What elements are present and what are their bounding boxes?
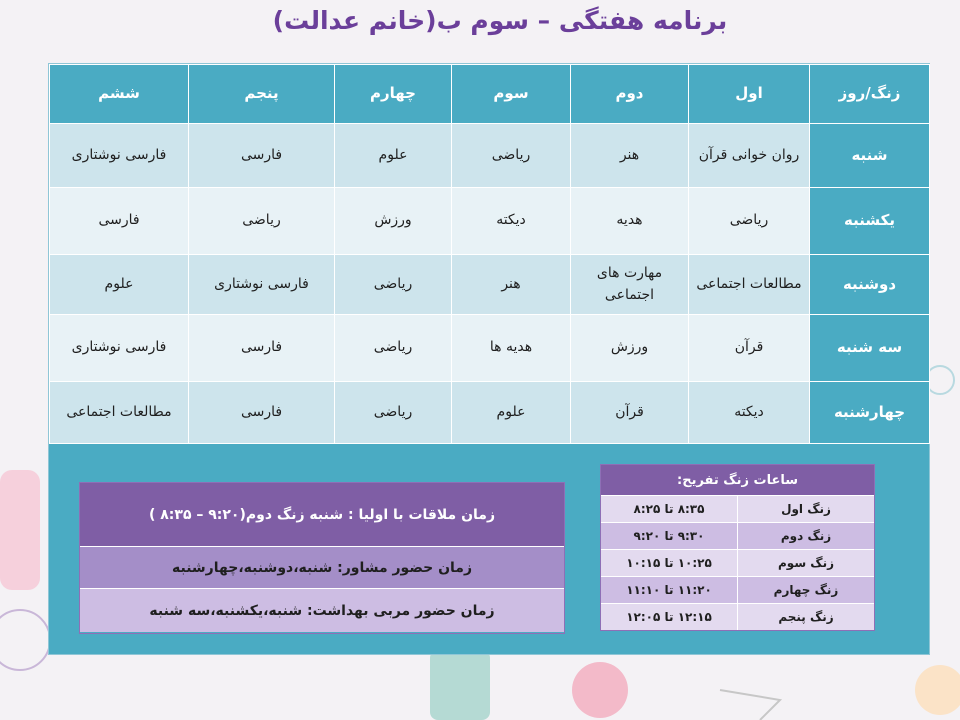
table-cell: مهارت های اجتماعی <box>571 255 689 315</box>
bell-time: ۱۰:۲۵ تا ۱۰:۱۵ <box>626 556 712 570</box>
period-header: چهارم <box>335 65 452 124</box>
table-cell: هدیه ها <box>452 315 571 382</box>
table-cell: فارسی <box>189 315 335 382</box>
table-cell: روان خوانی قرآن <box>689 124 810 188</box>
table-cell: فارسی نوشتاری <box>189 255 335 315</box>
table-cell: هدیه <box>571 188 689 255</box>
list-item <box>601 523 874 550</box>
day-label: دوشنبه <box>810 255 930 315</box>
table-cell: ریاضی <box>452 124 571 188</box>
info-box <box>79 482 565 634</box>
list-item <box>601 577 874 604</box>
table-row <box>50 124 930 188</box>
bell-name: زنگ اول <box>737 496 874 522</box>
bell-name: زنگ دوم <box>737 523 874 549</box>
page-title: برنامه هفتگی – سوم ب(خانم عدالت) <box>272 6 728 35</box>
day-label: شنبه <box>810 124 930 188</box>
table-cell: فارسی نوشتاری <box>50 124 189 188</box>
table-row <box>50 382 930 444</box>
bell-name: زنگ چهارم <box>737 577 874 603</box>
day-label: سه شنبه <box>810 315 930 382</box>
bell-time: ۱۲:۱۵ تا ۱۲:۰۵ <box>626 610 712 624</box>
table-cell: ورزش <box>335 188 452 255</box>
table-cell: فارسی نوشتاری <box>50 315 189 382</box>
table-cell: علوم <box>335 124 452 188</box>
table-cell: هنر <box>452 255 571 315</box>
list-item <box>601 604 874 630</box>
period-header: دوم <box>571 65 689 124</box>
table-cell: دیکته <box>452 188 571 255</box>
period-header: پنجم <box>189 65 335 124</box>
table-cell: فارسی <box>189 124 335 188</box>
table-cell: قرآن <box>689 315 810 382</box>
bell-time: ۹:۳۰ تا ۹:۲۰ <box>633 529 705 543</box>
table-cell: علوم <box>50 255 189 315</box>
period-header: اول <box>689 65 810 124</box>
table-cell: دیکته <box>689 382 810 444</box>
break-times-box <box>600 464 875 631</box>
table-cell: علوم <box>452 382 571 444</box>
list-item <box>601 496 874 523</box>
bell-name: زنگ پنجم <box>737 604 874 630</box>
break-times-title: ساعات زنگ تفریح: <box>601 465 874 496</box>
bell-time: ۸:۳۵ تا ۸:۲۵ <box>633 502 705 516</box>
table-cell: ریاضی <box>689 188 810 255</box>
period-header: سوم <box>452 65 571 124</box>
bell-time: ۱۱:۲۰ تا ۱۱:۱۰ <box>626 583 712 597</box>
counselor-text: زمان حضور مشاور: شنبه،دوشنبه،چهارشنبه <box>80 547 564 589</box>
schedule-frame <box>48 63 930 655</box>
parents-meeting-text: زمان ملاقات با اولیا : شنبه زنگ دوم(۹:۲۰ – ۸:۳۵ ) <box>80 483 564 547</box>
day-label: چهارشنبه <box>810 382 930 444</box>
corner-header: زنگ/روز <box>810 65 930 124</box>
table-row <box>50 255 930 315</box>
table-cell: مطالعات اجتماعی <box>689 255 810 315</box>
table-header-row <box>50 65 930 124</box>
table-row <box>50 315 930 382</box>
period-header: ششم <box>50 65 189 124</box>
weekly-schedule-table <box>49 64 930 444</box>
table-cell: ریاضی <box>189 188 335 255</box>
table-cell: فارسی <box>189 382 335 444</box>
table-cell: ریاضی <box>335 255 452 315</box>
bell-name: زنگ سوم <box>737 550 874 576</box>
table-cell: ریاضی <box>335 382 452 444</box>
table-cell: مطالعات اجتماعی <box>50 382 189 444</box>
table-cell: فارسی <box>50 188 189 255</box>
day-label: یکشنبه <box>810 188 930 255</box>
table-cell: هنر <box>571 124 689 188</box>
table-cell: ورزش <box>571 315 689 382</box>
list-item <box>601 550 874 577</box>
health-text: زمان حضور مربی بهداشت: شنبه،یکشنبه،سه شنبه <box>80 589 564 632</box>
table-cell: قرآن <box>571 382 689 444</box>
table-row <box>50 188 930 255</box>
table-cell: ریاضی <box>335 315 452 382</box>
